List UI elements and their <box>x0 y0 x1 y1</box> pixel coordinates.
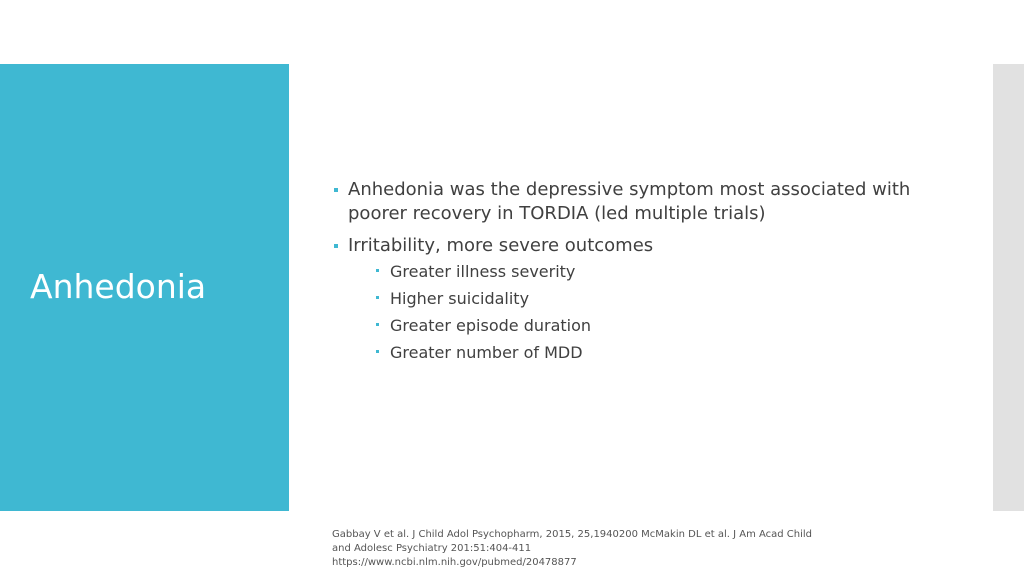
bullet-text: Irritability, more severe outcomes <box>348 235 654 256</box>
bullet-item <box>334 234 934 258</box>
reference-line: Gabbay V et al. J Child Adol Psychopharm, 2015, 25,1940200 McMakin DL et al. J Am Acad Child <box>332 529 813 540</box>
slide-title: Anhedonia <box>30 267 207 306</box>
bullet-marker-icon <box>376 350 379 353</box>
bullet-marker-icon <box>376 269 379 272</box>
sub-bullet-item <box>376 339 934 366</box>
sub-bullet-item <box>376 285 934 312</box>
reference-link[interactable]: https://www.ncbi.nlm.nih.gov/pubmed/20478877 <box>332 557 577 568</box>
reference-footer <box>332 528 812 570</box>
bullet-marker-icon <box>334 244 338 248</box>
bullet-list <box>334 178 934 366</box>
bullet-marker-icon <box>376 296 379 299</box>
sub-bullet-text: Greater number of MDD <box>390 343 583 362</box>
right-side-bar <box>993 64 1024 511</box>
bullet-marker-icon <box>334 188 338 192</box>
bullet-item <box>334 178 934 226</box>
reference-line: and Adolesc Psychiatry 201:51:404-411 <box>332 543 532 554</box>
sub-bullet-text: Higher suicidality <box>390 289 530 308</box>
bullet-marker-icon <box>376 323 379 326</box>
sub-bullet-item <box>376 312 934 339</box>
sub-bullet-text: Greater illness severity <box>390 262 576 281</box>
sub-bullet-text: Greater episode duration <box>390 316 592 335</box>
sub-bullet-item <box>376 258 934 285</box>
bullet-text: Anhedonia was the depressive symptom most associated with poorer recovery in TORDIA (led multiple trials) <box>348 179 911 224</box>
